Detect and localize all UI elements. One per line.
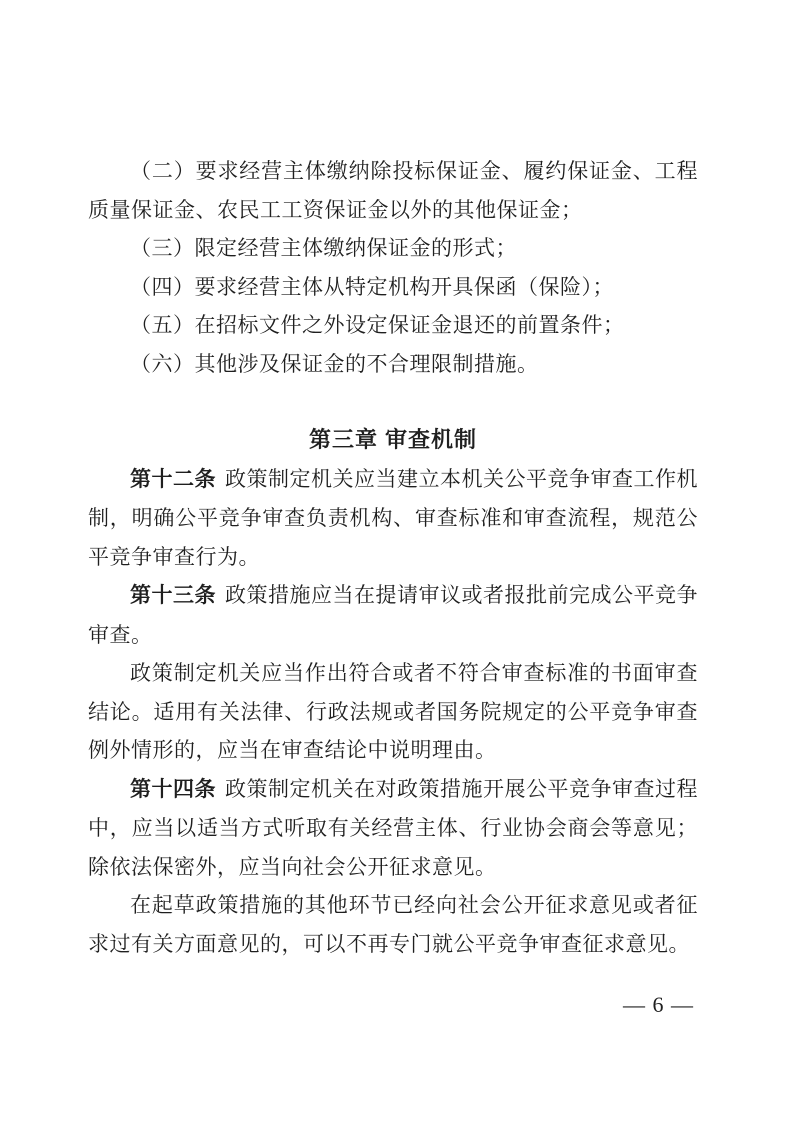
chapter-heading: 第三章 审查机制	[308, 427, 478, 452]
article-13-text: 政策措施应当在提请审议或者报批前完成公平竞争审查。	[88, 583, 698, 647]
article-12-text: 政策制定机关应当建立本机关公平竞争审查工作机制，明确公平竞争审查负责机构、审查标准和审查流程，规范公平竞争审查行为。	[88, 466, 698, 569]
page-number: — 6 —	[623, 992, 694, 1017]
list-item-5: （五）在招标文件之外设定保证金退还的前置条件；	[130, 313, 625, 337]
article-14-number: 第十四条	[130, 777, 216, 801]
article-12-number: 第十二条	[130, 467, 216, 491]
list-item-3: （三）限定经营主体缴纳保证金的形式；	[130, 236, 517, 260]
article-13-paragraph	[88, 576, 698, 654]
article-13-conclusion-paragraph	[88, 654, 698, 770]
article-12-paragraph	[88, 460, 698, 577]
article-14-text: 政策制定机关在对政策措施开展公平竞争审查过程中，应当以适当方式听取有关经营主体、行业协会商会等意见；除依法保密外，应当向社会公开征求意见。	[88, 776, 698, 879]
article-14-paragraph	[88, 770, 698, 887]
list-item-2: （二）要求经营主体缴纳除投标保证金、履约保证金、工程质量保证金、农民工工资保证金以外的其他保证金；	[88, 159, 698, 222]
document-body	[88, 152, 698, 963]
article-14-supplement-paragraph	[88, 886, 698, 963]
article-13-number: 第十三条	[130, 584, 216, 607]
list-item-4: （四）要求经营主体从特定机构开具保函（保险）；	[130, 274, 614, 299]
article-13-conclusion-text: 政策制定机关应当作出符合或者不符合审查标准的书面审查结论。适用有关法律、行政法规或者国务院规定的公平竞争审查例外情形的，应当在审查结论中说明理由。	[88, 661, 698, 762]
list-item-6: （六）其他涉及保证金的不合理限制措施。	[130, 351, 539, 376]
article-14-supplement-text: 在起草政策措施的其他环节已经向社会公开征求意见或者征求过有关方面意见的，可以不再专门就公平竞争审查征求意见。	[88, 893, 698, 956]
